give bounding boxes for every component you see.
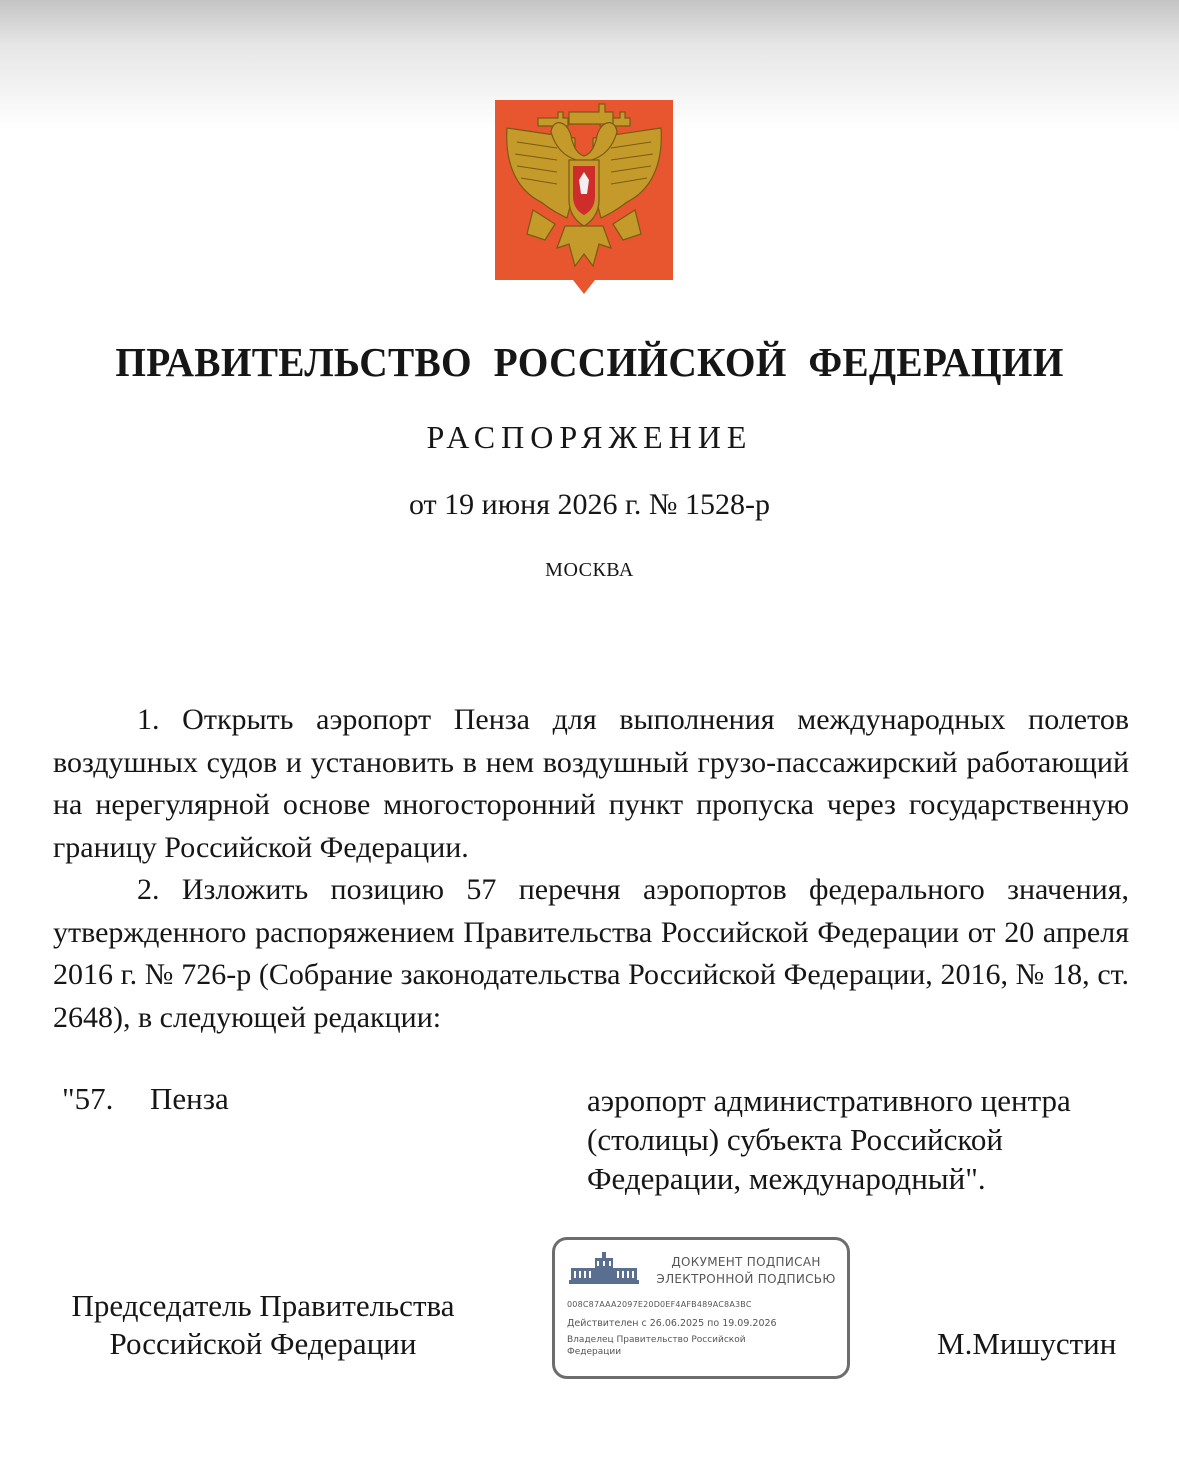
document-date-number: от 19 июня 2026 г. № 1528-р [408,488,771,521]
signatory-position-line: Председатель Правительства [71,1288,455,1323]
order-body [53,699,1129,1039]
entry-position-number: "57. [62,1081,114,1116]
stamp-title-line: ДОКУМЕНТ ПОДПИСАН [671,1255,821,1269]
stamp-certificate-number: 008C87AAA2097E20D0EF4AFB489AC8A3BC [567,1300,752,1309]
government-building-icon [569,1252,639,1286]
stamp-title-line: ЭЛЕКТРОННОЙ ПОДПИСЬЮ [656,1272,836,1286]
signatory-name: М.Мишустин [937,1326,1117,1361]
stamp-owner: Владелец Правительство Российской Федерации [567,1335,746,1357]
coat-of-arms-icon [493,98,675,298]
document-city: МОСКВА [545,559,634,581]
document-type: РАСПОРЯЖЕНИЕ [426,419,753,455]
signatory-position [53,1287,473,1363]
stamp-validity: Действителен с 26.06.2025 по 19.09.2026 [567,1318,777,1329]
entry-description: аэропорт административного центра (столицы) субъекта Российской Федерации, международный". [587,1083,1071,1196]
electronic-signature-stamp [552,1237,850,1379]
government-title: ПРАВИТЕЛЬСТВО РОССИЙСКОЙ ФЕДЕРАЦИИ [115,339,1064,385]
entry-city: Пенза [150,1081,229,1116]
stamp-title [651,1254,841,1288]
order-paragraph-2: 2. Изложить позицию 57 перечня аэропортов федерального значения, утвержденного распоряжением Правительства Российской Федерации от 20 апреля 2016 г. № 726-р (Собрание законодательства Российской Федерации, 2016, № 18, ст. 2648), в следующей редакции: [53,873,1129,1034]
order-paragraph-1: 1. Открыть аэропорт Пенза для выполнения международных полетов воздушных судов и установить в нем воздушный грузо-пассажирский работающий на нерегулярной основе многосторонний пункт пропуска через государственную границу Российской Федерации. [53,703,1129,864]
signatory-position-line: Российской Федерации [109,1326,417,1361]
